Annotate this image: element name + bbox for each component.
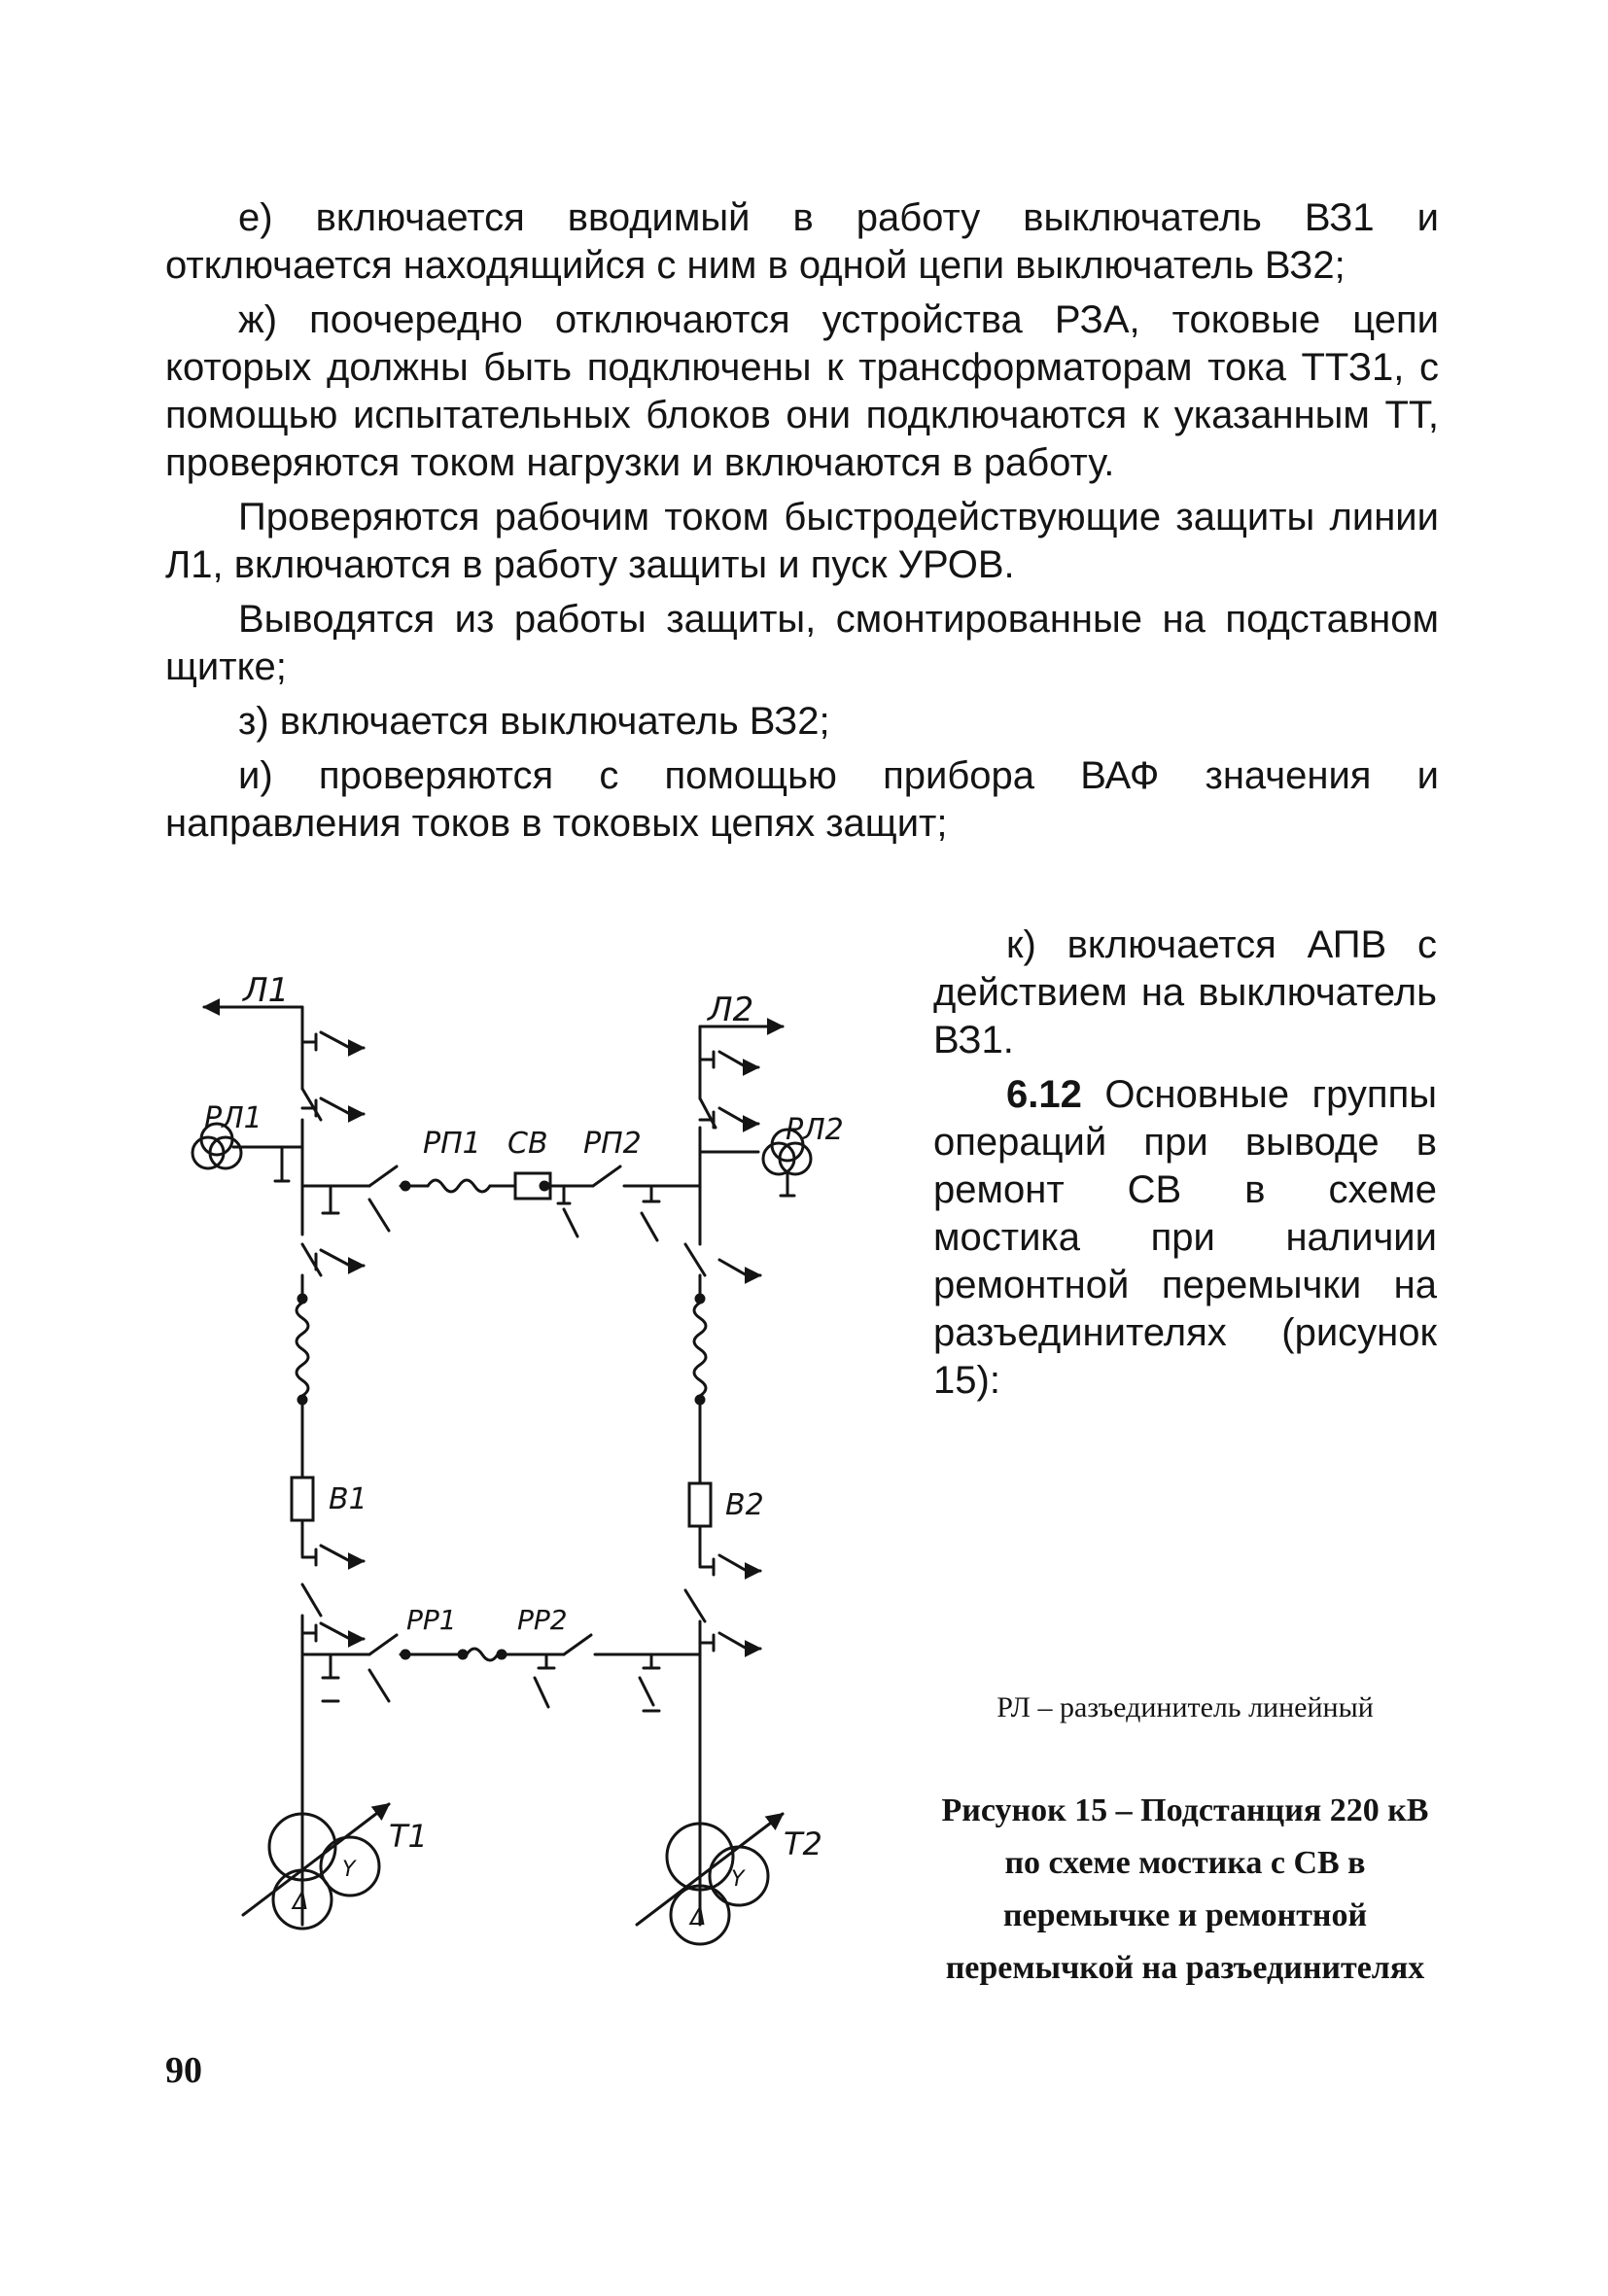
earth-switch-rr1: [369, 1670, 389, 1701]
figure-caption: Рисунок 15 – Подстанция 220 кВ по схеме мостика с СВ в перемычке и ремонтной перемычкой на разъединителях: [941, 1792, 1429, 1986]
label-sv: СВ: [507, 1127, 548, 1161]
label-t2-wye: Y: [731, 1867, 745, 1892]
earth-switch-rp1: [369, 1200, 389, 1231]
earth-switch-rp2: [642, 1213, 657, 1240]
label-t1: Т1: [389, 1818, 428, 1855]
branch-t1: [292, 1205, 364, 1925]
paragraph-check-protection: Проверяются рабочим током быстродействующие защиты линии Л1, включаются в работу защиты и пуск УРОВ.: [165, 496, 1439, 586]
disconnector-rp2: [593, 1166, 620, 1186]
bridge-sv: [302, 1166, 700, 1240]
earth-switch-l2: [700, 1052, 758, 1067]
label-t1-delta: Δ: [293, 1888, 309, 1915]
earth-switch-l1: [302, 1032, 364, 1050]
label-ra1: РЛ1: [204, 1101, 262, 1135]
section-6-12: [933, 1071, 1437, 1405]
label-l1: Л1: [243, 971, 290, 1010]
label-rr1: РР1: [406, 1604, 457, 1636]
side-text: [933, 922, 1437, 1411]
breaker-b2: [689, 1483, 711, 1526]
transformer-t1: [243, 1804, 389, 1929]
label-t1-wye: Y: [342, 1858, 356, 1882]
transformer-t2: [637, 1814, 783, 1944]
current-transformer-sv: [428, 1180, 490, 1192]
section-text: Основные группы операций при выводе в ремонт СВ в схеме мостика при наличии ремонтной перемычки на разъединителях (рисунок 15):: [933, 1073, 1437, 1402]
label-ra2: РЛ2: [786, 1113, 844, 1147]
label-t2: Т2: [784, 1826, 822, 1862]
paragraph-zh: ж) поочередно отключаются устройства РЗА, токовые цепи которых должны быть подключены к трансформаторам тока ТТЗ1, с помощью испытательных блоков они подключаются к указанным ТТ, проверяются током нагрузки и включаются в работу.: [165, 298, 1439, 484]
paragraph-remove-protection: Выводятся из работы защиты, смонтированные на подставном щитке;: [165, 598, 1439, 688]
current-transformer-b2: [694, 1303, 706, 1396]
label-rp2: РП2: [583, 1127, 642, 1161]
repair-jumper: [302, 1635, 700, 1711]
disconnector-t2-top: [685, 1244, 705, 1275]
figure-legend: РЛ – разъединитель линейный: [996, 1691, 1374, 1723]
breaker-b1: [292, 1478, 313, 1520]
paragraph-i: и) проверяются с помощью прибора ВАФ значения и направления токов в токовых цепях защит;: [165, 754, 1439, 845]
body-text: [165, 194, 1439, 854]
label-rp1: РП1: [423, 1127, 481, 1161]
disconnector-t2-bottom: [685, 1590, 705, 1621]
page-number: 90: [165, 2050, 202, 2091]
disconnector-rp1: [369, 1166, 397, 1186]
disconnector-t1-top: [302, 1244, 321, 1275]
paragraph-z: з) включается выключатель ВЗ2;: [238, 700, 830, 743]
disconnector-rr1: [369, 1635, 397, 1654]
disconnector-rr2: [564, 1635, 591, 1654]
current-transformer-rr: [467, 1649, 498, 1660]
label-l2: Л2: [708, 991, 754, 1029]
substation-diagram: [146, 962, 885, 2012]
disconnector-ra1: [302, 1089, 364, 1205]
label-rr2: РР2: [517, 1604, 568, 1636]
paragraph-e: е) включается вводимый в работу выключатель ВЗ1 и отключается находящийся с ним в одной цепи выключатель ВЗ2;: [165, 196, 1439, 287]
label-b2: В2: [725, 1488, 764, 1522]
label-b1: В1: [329, 1482, 367, 1516]
section-number: 6.12: [1006, 1073, 1082, 1116]
current-transformer-b1: [297, 1303, 308, 1396]
branch-t2: [685, 1205, 760, 1925]
paragraph-k: к) включается АПВ с действием на выключатель ВЗ1.: [933, 923, 1437, 1061]
earth-switch-rr2: [535, 1678, 548, 1707]
disconnector-t1-bottom: [302, 1584, 321, 1616]
label-t2-delta: Δ: [690, 1903, 707, 1931]
